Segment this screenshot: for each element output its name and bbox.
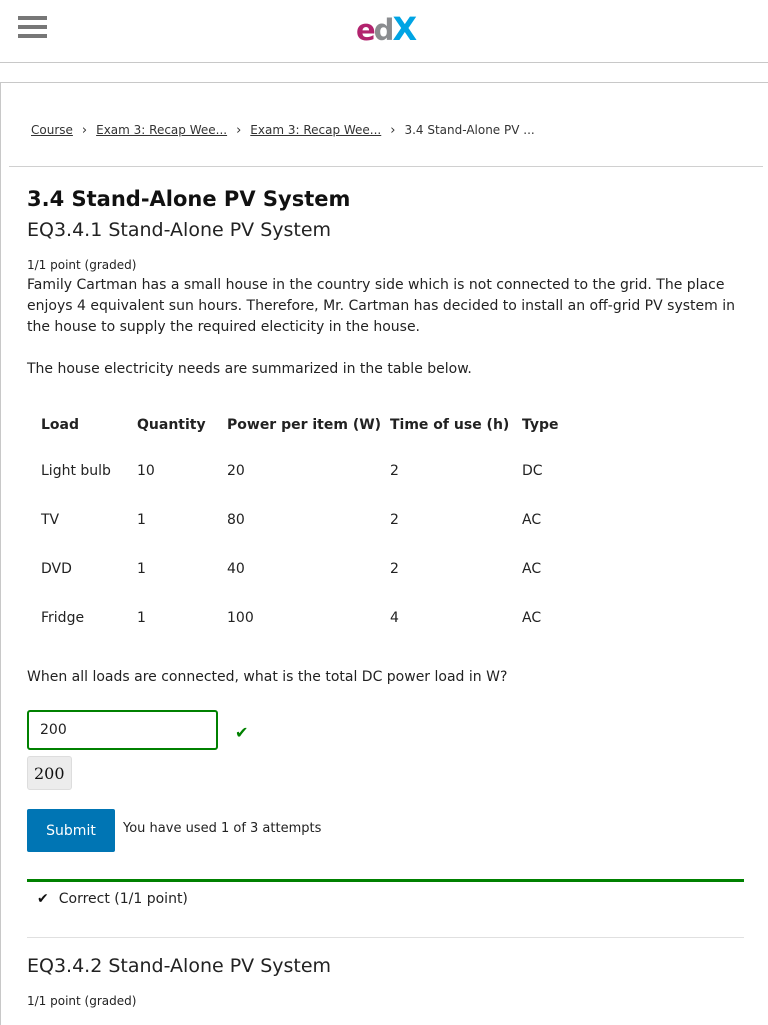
breadcrumb-separator-icon: › <box>236 123 242 138</box>
table-cell: AC <box>522 609 542 626</box>
logo-letter-e: e <box>356 13 374 47</box>
table-header-row <box>27 404 582 446</box>
top-bar <box>0 0 768 63</box>
hamburger-menu-icon[interactable] <box>18 16 47 42</box>
table-cell: 1 <box>137 609 146 626</box>
table-cell: 100 <box>227 609 254 626</box>
table-cell: 40 <box>227 560 245 577</box>
column-header: Power per item (W) <box>227 417 382 433</box>
table-row <box>27 495 582 544</box>
breadcrumb-separator-icon: › <box>81 123 88 138</box>
table-row <box>27 593 582 642</box>
edx-logo[interactable] <box>356 12 415 47</box>
feedback-text: Correct (1/1 point) <box>58 891 188 907</box>
logo-letter-x: X <box>392 10 416 48</box>
problem-points: 1/1 point (graded) <box>27 994 137 1008</box>
correct-check-icon: ✔ <box>235 723 249 742</box>
attempts-text: You have used 1 of 3 attempts <box>123 821 322 836</box>
column-header: Type <box>522 417 559 433</box>
table-cell: DVD <box>41 560 72 577</box>
table-cell: 20 <box>227 462 245 479</box>
logo-letter-d: d <box>373 13 393 47</box>
table-cell: TV <box>41 511 60 528</box>
problem-title: EQ3.4.2 Stand-Alone PV System <box>27 955 332 977</box>
table-cell: AC <box>522 511 542 528</box>
table-cell: 80 <box>227 511 245 528</box>
table-cell: AC <box>522 560 542 577</box>
table-cell: 1 <box>137 560 146 577</box>
breadcrumb-current: 3.4 Stand-Alone PV ... <box>404 123 535 137</box>
column-header: Load <box>41 417 80 433</box>
problem-intro: Family Cartman has a small house in the country side which is not connected to the grid. The place enjoys 4 equivalent sun hours. Therefore, Mr. Cartman has decided to install an off-grid PV system in the house to supply the required electicity in the house. <box>27 277 735 335</box>
table-cell: 2 <box>390 511 399 528</box>
table-cell: DC <box>522 462 543 479</box>
table-row <box>27 446 582 495</box>
table-cell: 10 <box>137 462 155 479</box>
problem-points: 1/1 point (graded) <box>27 258 137 272</box>
check-icon: ✔ <box>37 891 49 907</box>
column-header: Time of use (h) <box>390 417 510 433</box>
answer-input[interactable] <box>27 710 218 750</box>
feedback-message <box>37 891 188 907</box>
table-cell: 2 <box>390 560 399 577</box>
course-content <box>0 82 768 1025</box>
submit-button[interactable]: Submit <box>27 809 115 852</box>
table-cell: Light bulb <box>41 462 111 479</box>
table-cell: 2 <box>390 462 399 479</box>
problem-title: EQ3.4.1 Stand-Alone PV System <box>27 219 332 241</box>
feedback-bar <box>27 879 744 882</box>
breadcrumb-divider <box>9 166 763 167</box>
breadcrumb-subsection-link[interactable]: Exam 3: Recap Wee... <box>250 123 382 137</box>
table-cell: Fridge <box>41 609 85 626</box>
column-header: Quantity <box>137 417 206 433</box>
table-row <box>27 544 582 593</box>
problem-divider <box>27 937 744 938</box>
breadcrumb-separator-icon: › <box>390 123 396 138</box>
breadcrumb <box>31 123 535 138</box>
breadcrumb-section-link[interactable]: Exam 3: Recap Wee... <box>96 123 228 137</box>
page-title: 3.4 Stand-Alone PV System <box>27 187 351 211</box>
table-cell: 4 <box>390 609 399 626</box>
table-intro: The house electricity needs are summarized in the table below. <box>27 361 472 377</box>
loads-table <box>27 404 582 642</box>
table-cell: 1 <box>137 511 146 528</box>
question-text: When all loads are connected, what is the total DC power load in W? <box>27 669 508 685</box>
answer-preview: 200 <box>27 756 72 790</box>
breadcrumb-course-link[interactable]: Course <box>31 123 73 137</box>
